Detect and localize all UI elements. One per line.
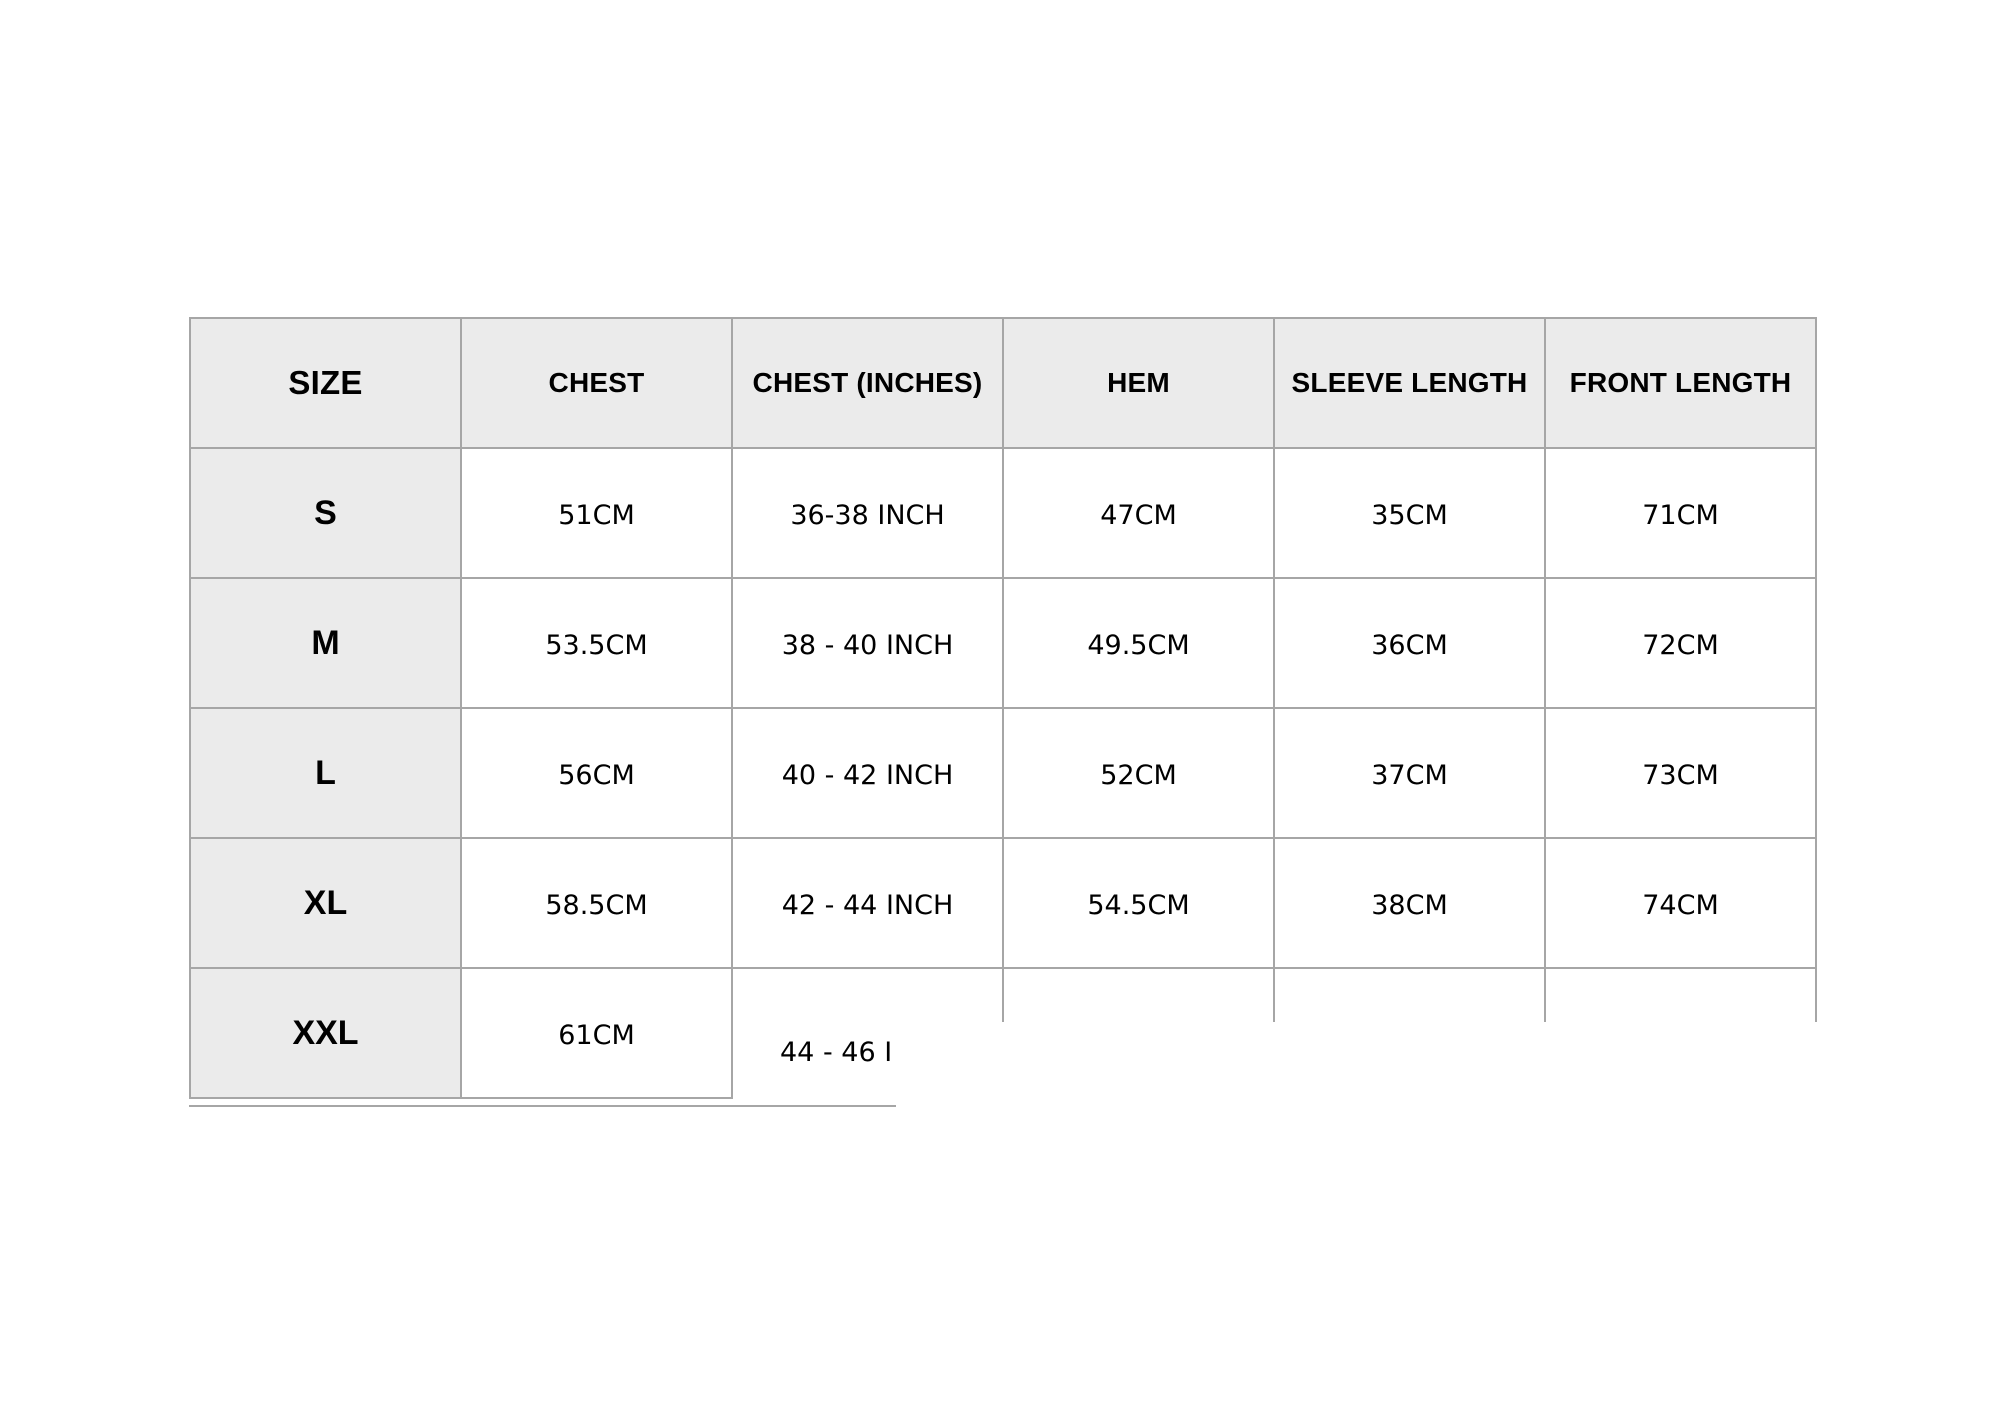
sleeve-length-value: 36CM: [1274, 578, 1545, 708]
front-length-value: 71CM: [1545, 448, 1816, 578]
hem-value: 52CM: [1003, 708, 1274, 838]
chest-inches-value: 36-38 INCH: [732, 448, 1003, 578]
chest-value: 61CM: [461, 968, 732, 1098]
header-chest: CHEST: [461, 318, 732, 448]
front-length-value: 73CM: [1545, 708, 1816, 838]
header-sleeve-length: SLEEVE LENGTH: [1274, 318, 1545, 448]
hem-value: 47CM: [1003, 448, 1274, 578]
table-row: [190, 838, 1816, 968]
table-row: [190, 708, 1816, 838]
table-row: [190, 578, 1816, 708]
front-length-value: 74CM: [1545, 838, 1816, 968]
chest-inches-value: 40 - 42 INCH: [732, 708, 1003, 838]
sleeve-length-value: 38CM: [1274, 838, 1545, 968]
sleeve-length-value: 37CM: [1274, 708, 1545, 838]
header-row: [190, 318, 1816, 448]
table-bottom-border: [189, 1105, 896, 1107]
chest-value: 51CM: [461, 448, 732, 578]
header-size: SIZE: [190, 318, 461, 448]
chest-inches-value: 38 - 40 INCH: [732, 578, 1003, 708]
table-row: [190, 448, 1816, 578]
clip-overlay: [894, 1022, 1944, 1222]
size-label: S: [190, 448, 461, 578]
hem-value: 49.5CM: [1003, 578, 1274, 708]
size-label: L: [190, 708, 461, 838]
sleeve-length-value: 35CM: [1274, 448, 1545, 578]
chest-inches-partial-text: 44 - 46 I: [780, 1037, 893, 1068]
chest-value: 58.5CM: [461, 838, 732, 968]
size-label: XXL: [190, 968, 461, 1098]
header-front-length: FRONT LENGTH: [1545, 318, 1816, 448]
header-hem: HEM: [1003, 318, 1274, 448]
size-label: M: [190, 578, 461, 708]
front-length-value: 72CM: [1545, 578, 1816, 708]
chest-value: 53.5CM: [461, 578, 732, 708]
size-chart-table: [189, 317, 1817, 1099]
chest-value: 56CM: [461, 708, 732, 838]
chest-inches-value: 42 - 44 INCH: [732, 838, 1003, 968]
size-label: XL: [190, 838, 461, 968]
header-chest-inches: CHEST (INCHES): [732, 318, 1003, 448]
hem-value: 54.5CM: [1003, 838, 1274, 968]
